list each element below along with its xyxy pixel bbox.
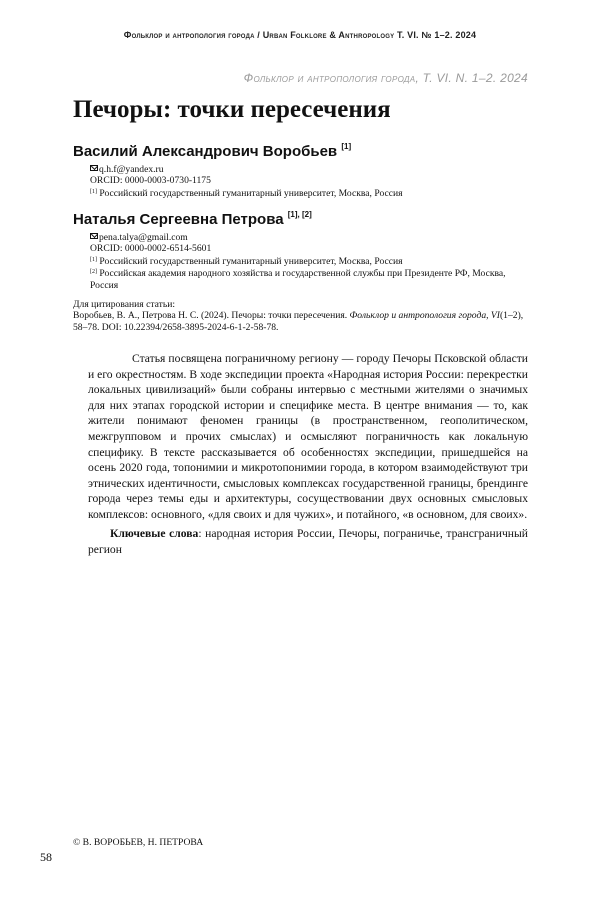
author-2-name: Наталья Сергеевна Петрова xyxy=(73,211,284,228)
author-1-marks: [1] xyxy=(341,142,352,151)
abstract: Статья посвящена пограничному региону — городу Печоры Псковской области и его окрестностям. В ходе экспедиции проекта «Народная история России: перекрестки локальных цивилизаций» были собраны интервью с местными жителями о значимых для них этапах городской истории и специфике места. В центре внимания — то, как жители понимают феномен границы (в пространственном, геополитическом, межгрупповом и прочих смыслах) и осмысляют пограничность как локальную специфику. В тексте рассказывается об особенностях экспедиции, пришедшейся на осень 2020 года, топонимии и микротопонимии города, в котором взаимодействуют три этнических идентичности, смысловых комплексах государственной границы, брендинге города через темы еды и архитектуры, сосуществовании двух основных смысловых комплексов: основного, «для своих и для чужих», и потайного, «в основном, для своих». xyxy=(88,352,528,521)
author-1-orcid: ORCID: 0000-0003-0730-1175 xyxy=(90,175,211,187)
citation-pages-doi: (1–2), 58–78. DOI: 10.22394/2658-3895-2024-6-1-2-58-78. xyxy=(73,310,524,333)
affiliation-text: Российский государственный гуманитарный университет, Москва, Россия xyxy=(97,255,403,267)
affiliation-mark: [2] xyxy=(90,269,97,276)
author-2-affiliation-1 xyxy=(90,255,530,267)
author-2-marks: [1], [2] xyxy=(287,210,312,219)
author-1-affiliation-1 xyxy=(90,187,530,199)
affiliation-text: Российский государственный гуманитарный университет, Москва, Россия xyxy=(97,187,403,199)
author-1-email[interactable]: q.h.f@yandex.ru xyxy=(99,164,164,175)
page-number: 58 xyxy=(40,850,52,864)
citation-journal: Фольклор и антропология города, VI xyxy=(349,310,500,322)
journal-name-italic: Фольклор и антропология города, T. VI. N. 1–2. 2024 xyxy=(243,71,528,85)
author-1-name: Василий Александрович Воробьев xyxy=(73,143,338,160)
article-title: Печоры: точки пересечения xyxy=(73,96,391,123)
citation-authors-title: Воробьев, В. А., Петрова Н. С. (2024). Печоры: точки пересечения. xyxy=(73,310,350,322)
keywords xyxy=(88,526,528,557)
author-2-details xyxy=(90,232,530,291)
keywords-label: Ключевые слова xyxy=(110,527,199,540)
citation-text xyxy=(73,310,528,333)
author-2-affiliation-2 xyxy=(90,267,530,291)
envelope-icon xyxy=(90,233,98,239)
copyright: © В. ВОРОБЬЕВ, Н. ПЕТРОВА xyxy=(73,837,204,848)
author-1-email-line xyxy=(90,164,530,175)
envelope-icon xyxy=(90,165,98,171)
author-2-email-line xyxy=(90,232,530,243)
author-2-name-line xyxy=(73,210,312,228)
affiliation-mark: [1] xyxy=(90,188,97,195)
affiliation-mark: [1] xyxy=(90,256,97,263)
author-2-email[interactable]: pena.talya@gmail.com xyxy=(99,232,188,243)
author-1-details xyxy=(90,164,530,199)
author-1-name-line xyxy=(73,142,351,160)
keywords-text: : народная история России, Печоры, пограничье, трансграничный регион xyxy=(88,527,529,556)
affiliation-text: Российская академия народного хозяйства и государственной службы при Президенте РФ, Москва, Россия xyxy=(90,268,506,291)
author-2-orcid: ORCID: 0000-0002-6514-5601 xyxy=(90,243,212,255)
citation-block xyxy=(73,299,528,333)
running-header: Фольклор и антропология города / Urban Folklore & Anthropology T. VI. № 1–2. 2024 xyxy=(123,30,477,40)
citation-label: Для цитирования статьи: xyxy=(73,299,176,310)
